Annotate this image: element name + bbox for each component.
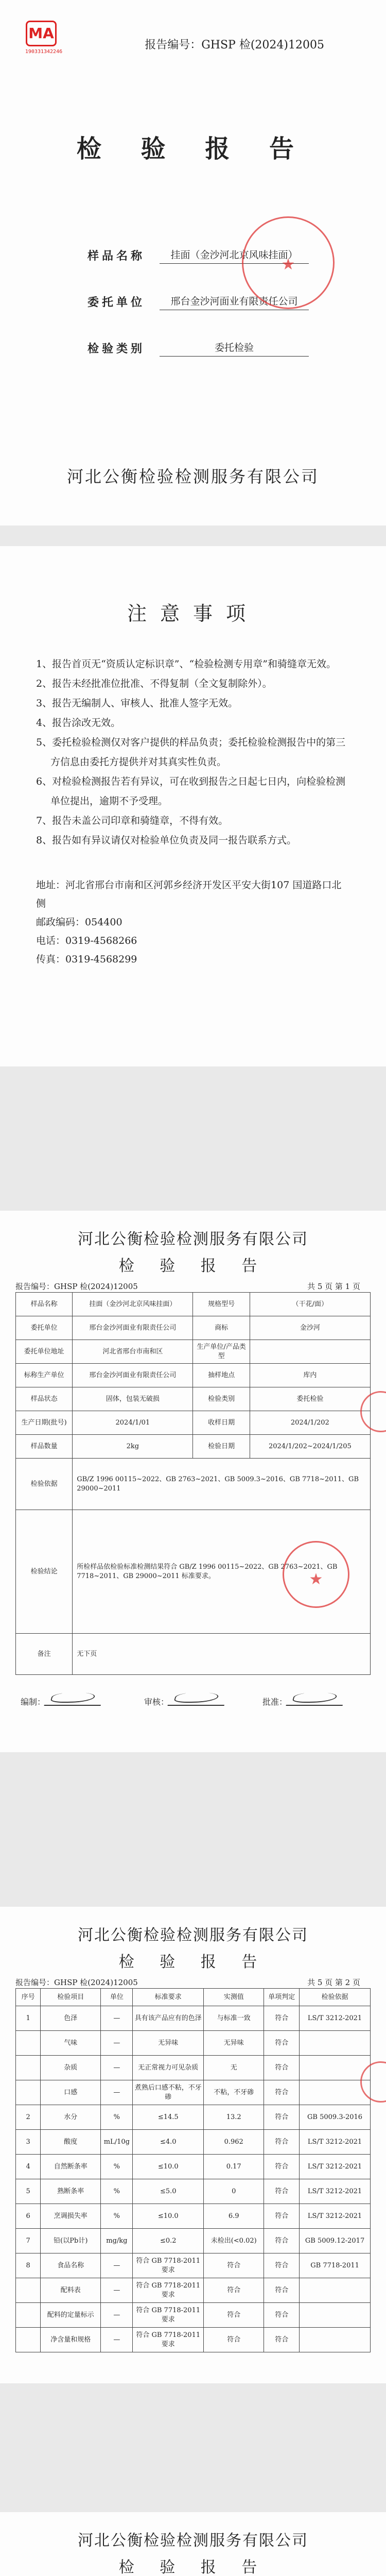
field-value: 2024/1/202~2024/1/205 [250,1435,370,1459]
cell-judge: 符合 [264,2253,300,2278]
field-value: 邢台金沙河面业有限责任公司 [73,1316,193,1340]
cell-unit: — [101,2328,133,2352]
remark-label: 备注 [16,1634,73,1675]
basis-label: 检验依据 [16,1459,73,1510]
table-row [16,2031,371,2056]
note-item: 5、委托检验检测仅对客户提供的样品负责；委托检验检测报告中的第三方信息由委托方提供并对其真实性负责。 [36,737,346,768]
field-value: （干花/面） [250,1293,370,1316]
field-label: 样品状态 [16,1387,73,1411]
note-item: 4、报告涂改无效。 [36,717,121,728]
cell-unit: — [101,2031,133,2056]
cell-no: 3 [16,2130,41,2155]
report-page-1 [0,1211,386,1752]
basis-value: GB/Z 1996 00115~2022、GB 2763~2021、GB 5009.3~2016、GB 7718~2011、GB 29000~2011 [73,1459,371,1510]
cell-basis: LS/T 3212-2021 [300,2130,371,2155]
conclusion-value [73,1510,371,1634]
cell-item: 配料的定量标示 [41,2303,101,2328]
cell-unit: mg/kg [101,2229,133,2253]
page-gap [0,2383,386,2512]
cell-basis: LS/T 3212-2021 [300,2006,371,2031]
cell-req: ≤4.0 [133,2130,204,2155]
ma-number: 190331342246 [25,49,63,55]
cell-item: 杂质 [41,2056,101,2080]
cell-basis: GB 5009.12-2017 [300,2229,371,2253]
note-item: 6、对检验检测报告若有异议，可在收到报告之日起七日内，向检验检测单位提出，逾期不予受理。 [36,776,346,807]
cell-req: 煮熟后口感不粘，不牙碜 [133,2080,204,2105]
cell-val: 无 [204,2056,264,2080]
field-label: 生产单位/产品类型 [193,1340,250,1364]
report-number: 报告编号：GHSP 检(2024)12005 [15,1978,138,1987]
summary-row [16,1364,371,1387]
type-label: 检验类别 [87,342,146,355]
signature-row [15,1675,371,1721]
cell-unit: % [101,2105,133,2130]
cell-basis [300,2031,371,2056]
cell-unit: % [101,2179,133,2204]
field-value: 委托检验 [250,1387,370,1411]
remark-row [16,1634,371,1675]
note-item: 7、报告未盖公司印章和骑缝章，不得有效。 [36,815,229,826]
page-gap [0,1066,386,1211]
summary-table [15,1292,371,1675]
approved-label: 批准： [262,1697,288,1707]
cell-basis [300,2303,371,2328]
cell-no [16,2056,41,2080]
cell-req: 符合 GB 7718-2011 要求 [133,2328,204,2352]
field-label: 委托单位地址 [16,1340,73,1364]
cover-page [0,0,386,526]
cell-no: 1 [16,2006,41,2031]
cell-req: 符合 GB 7718-2011 要求 [133,2303,204,2328]
cell-val: 符合 [204,2328,264,2352]
page-organization: 河北公衡检验检测服务有限公司 [78,2532,308,2550]
cell-req: ≤10.0 [133,2204,204,2229]
cell-item: 气味 [41,2031,101,2056]
cell-no [16,2303,41,2328]
cell-item: 熟断条率 [41,2179,101,2204]
field-value: 2kg [73,1435,193,1459]
cell-basis: LS/T 3212-2021 [300,2155,371,2179]
cover-title: 检 验 报 告 [76,134,310,163]
notes-list [36,654,350,850]
client-value: 邢台金沙河面业有限责任公司 [160,294,309,310]
cell-item: 烹调损失率 [41,2204,101,2229]
summary-row [16,1293,371,1316]
page-gap [0,526,386,546]
column-header: 实测值 [204,1989,264,2006]
notes-title: 注意事项 [127,602,259,625]
cell-unit: mL/10g [101,2130,133,2155]
table-row [16,2278,371,2303]
cell-item: 水分 [41,2105,101,2130]
report-page-3 [0,2512,386,2576]
table-row [16,2155,371,2179]
address: 河北省邢台市南和区河郭乡经济开发区平安大街107 国道路口北侧 [36,879,342,909]
column-header: 标准要求 [133,1989,204,2006]
conclusion-row [16,1510,371,1634]
field-value: 2024/1/202 [250,1411,370,1435]
cell-unit: — [101,2056,133,2080]
cell-val: 0 [204,2179,264,2204]
table-header [16,1989,371,2006]
cell-no: 8 [16,2253,41,2278]
cell-val: 不粘，不牙碜 [204,2080,264,2105]
cell-basis [300,2278,371,2303]
postcode: 邮政编码：054400 [36,917,122,928]
inspection-seal [283,1541,349,1608]
report-number: 报告编号：GHSP 检(2024)12005 [15,1282,138,1291]
column-header: 单项判定 [264,1989,300,2006]
table-row [16,2105,371,2130]
page-header [15,1279,371,1292]
notes-page [0,546,386,1066]
cell-judge: 符合 [264,2130,300,2155]
company-seal [242,216,335,309]
cell-judge: 符合 [264,2031,300,2056]
table-row [16,2080,371,2105]
cell-req: 符合 GB 7718-2011 要求 [133,2253,204,2278]
field-label: 规格型号 [193,1293,250,1316]
cell-no [16,2278,41,2303]
field-value: 固体，包装无破损 [73,1387,193,1411]
summary-row [16,1340,371,1364]
cell-req: ≤5.0 [133,2179,204,2204]
cell-val: 13.2 [204,2105,264,2130]
cell-judge: 符合 [264,2056,300,2080]
seal-star-icon: ★ [281,256,295,274]
type-value: 委托检验 [160,340,309,357]
seal-star-icon: ★ [309,1570,323,1589]
cell-unit: % [101,2204,133,2229]
field-label: 生产日期(批号) [16,1411,73,1435]
approved-signature [286,1688,347,1706]
page-header [15,1975,371,1988]
cover-organization: 河北公衡检验检测服务有限公司 [66,467,319,486]
field-label: 抽样地点 [193,1364,250,1387]
cell-unit: — [101,2080,133,2105]
cell-judge: 符合 [264,2303,300,2328]
phone: 电话：0319-4568266 [36,935,137,946]
results-table [15,1988,371,2352]
table-row [16,2179,371,2204]
field-label: 样品名称 [16,1293,73,1316]
field-label: 收样日期 [193,1411,250,1435]
field-value: 邢台金沙河面业有限责任公司 [73,1364,193,1387]
cell-unit: — [101,2006,133,2031]
cell-basis: LS/T 3212-2021 [300,2179,371,2204]
basis-row [16,1459,371,1510]
field-label: 检验类别 [193,1387,250,1411]
cell-req: ≤10.0 [133,2155,204,2179]
cell-val: 符合 [204,2303,264,2328]
note-item: 3、报告无编制人、审核人、批准人签字无效。 [36,698,238,709]
field-label: 样品数量 [16,1435,73,1459]
table-row [16,2328,371,2352]
report-page-2 [0,1907,386,2383]
sample-value: 挂面（金沙河北京风味挂面） [160,247,309,264]
note-item: 2、报告未经批准位批准、不得复制（全文复制除外）。 [36,678,272,689]
cell-no: 5 [16,2179,41,2204]
cell-req: 符合 GB 7718-2011 要求 [133,2278,204,2303]
cell-judge: 符合 [264,2105,300,2130]
table-row [16,2303,371,2328]
summary-row [16,1435,371,1459]
page-title: 检 验 报 告 [118,1257,268,1275]
cell-item: 口感 [41,2080,101,2105]
fax: 传真：0319-4568299 [36,954,137,965]
field-label: 标称生产单位 [16,1364,73,1387]
cell-val: 与标准一致 [204,2006,264,2031]
cell-basis [300,2056,371,2080]
cell-no: 4 [16,2155,41,2179]
field-value: 河北省邢台市南和区 [73,1340,193,1364]
client-label: 委托单位 [87,296,146,309]
sample-label: 样品名称 [87,249,146,263]
cell-no [16,2080,41,2105]
cell-basis [300,2080,371,2105]
cell-item: 铅(以Pb计) [41,2229,101,2253]
ma-certification-logo: MA [26,21,57,46]
report-number: 报告编号：GHSP 检(2024)12005 [145,39,324,52]
summary-row [16,1411,371,1435]
cell-req: ≤0.2 [133,2229,204,2253]
cell-basis: LS/T 3212-2021 [300,2204,371,2229]
cell-unit: — [101,2253,133,2278]
page-info: 共 5 页 第 2 页 [307,1978,360,1987]
cell-no: 6 [16,2204,41,2229]
cell-val: 0.17 [204,2155,264,2179]
cell-basis: GB 5009.3-2016 [300,2105,371,2130]
table-row [16,2253,371,2278]
cell-item: 食品名称 [41,2253,101,2278]
cell-basis [300,2328,371,2352]
column-header: 检验依据 [300,1989,371,2006]
cell-val: 符合 [204,2278,264,2303]
cell-val: 符合 [204,2253,264,2278]
page-info: 共 5 页 第 1 页 [307,1282,360,1291]
field-value: 2024/1/01 [73,1411,193,1435]
cell-judge: 符合 [264,2080,300,2105]
type-row [87,340,309,363]
address-label: 地址： [36,879,66,891]
cell-item: 酸度 [41,2130,101,2155]
summary-row [16,1387,371,1411]
summary-row [16,1316,371,1340]
cell-req: 无异味 [133,2031,204,2056]
cell-basis: GB 7718-2011 [300,2253,371,2278]
cell-val: 无异味 [204,2031,264,2056]
cell-no: 2 [16,2105,41,2130]
prepared-label: 编制： [21,1697,46,1707]
cell-val: 6.9 [204,2204,264,2229]
field-label: 检验日期 [193,1435,250,1459]
cell-item: 自然断条率 [41,2155,101,2179]
table-row [16,2006,371,2031]
cell-item: 净含量和规格 [41,2328,101,2352]
conclusion-label: 检验结论 [16,1510,73,1634]
cell-no [16,2328,41,2352]
cell-judge: 符合 [264,2229,300,2253]
field-value: 库内 [250,1364,370,1387]
cell-val: 未检出(<0.02) [204,2229,264,2253]
column-header: 序号 [16,1989,41,2006]
field-value: 金沙河 [250,1316,370,1340]
table-row [16,2229,371,2253]
conclusion-text: 所检样品依检验标准检测结果符合 GB/Z 1996 00115~2022、GB 2763~2021、GB 7718~2011、GB 29000~2011 标准要求。 [77,1563,338,1580]
cell-judge: 符合 [264,2204,300,2229]
remark-value: 无下页 [73,1634,371,1675]
cell-item: 配料表 [41,2278,101,2303]
cell-unit: — [101,2303,133,2328]
cell-req: 无正常视力可见杂质 [133,2056,204,2080]
page-title: 检 验 报 告 [118,2558,268,2576]
field-value [250,1340,370,1364]
field-label: 委托单位 [16,1316,73,1340]
field-label: 商标 [193,1316,250,1340]
cell-judge: 符合 [264,2328,300,2352]
field-value: 挂面（金沙河北京风味挂面） [73,1293,193,1316]
prepared-signature [44,1688,105,1706]
cell-judge: 符合 [264,2278,300,2303]
cell-no: 7 [16,2229,41,2253]
cell-unit: — [101,2278,133,2303]
cell-no [16,2031,41,2056]
page-organization: 河北公衡检验检测服务有限公司 [78,1926,308,1944]
table-row [16,2056,371,2080]
cell-req: 具有该产品应有的色泽 [133,2006,204,2031]
cell-req: ≤14.5 [133,2105,204,2130]
column-header: 检验项目 [41,1989,101,2006]
cell-unit: % [101,2155,133,2179]
reviewed-signature [167,1688,229,1706]
table-row [16,2130,371,2155]
column-header: 单位 [101,1989,133,2006]
cell-val: 0.962 [204,2130,264,2155]
note-item: 8、报告如有异议请仅对检验单位负责及同一报告联系方式。 [36,835,297,846]
contact-block [36,876,350,969]
table-row [16,2204,371,2229]
reviewed-label: 审核： [144,1697,169,1707]
cell-judge: 符合 [264,2179,300,2204]
page-organization: 河北公衡检验检测服务有限公司 [78,1230,308,1248]
cell-item: 色泽 [41,2006,101,2031]
cell-judge: 符合 [264,2006,300,2031]
page-gap [0,1752,386,1907]
page-title: 检 验 报 告 [118,1953,268,1971]
note-item: 1、报告首页无“资质认定标识章”、“检验检测专用章”和骑缝章无效。 [36,658,336,670]
cell-judge: 符合 [264,2155,300,2179]
